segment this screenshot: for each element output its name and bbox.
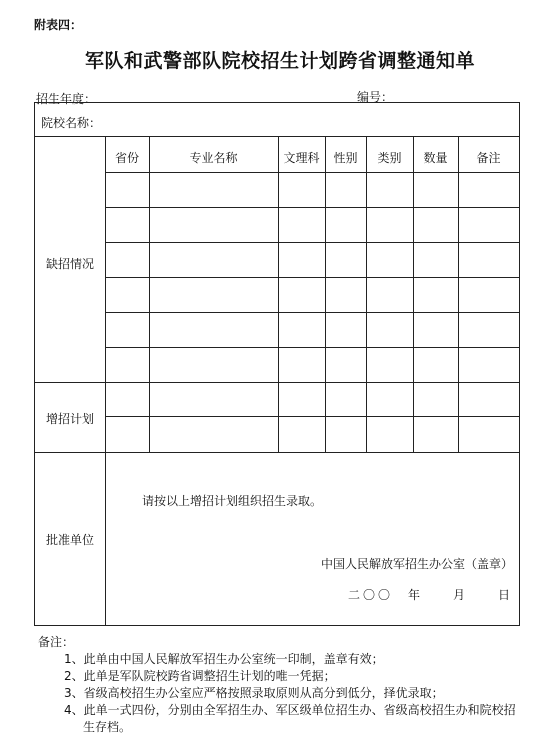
appendix-label: 附表四： [34,18,83,32]
section-divider [35,382,519,383]
column-header-quantity: 数量 [423,151,448,165]
approval-instruction: 请按以上增招计划组织招生录取。 [142,494,323,508]
note-item: 2、此单是军队院校跨省调整招生计划的唯一凭据； [64,669,336,683]
column-divider [149,137,150,453]
column-header-category: 类别 [377,151,402,165]
column-header-remarks: 备注 [476,151,501,165]
increase-plan-label: 增招计划 [45,412,94,426]
shortfall-label: 缺招情况 [45,257,94,271]
column-divider [366,137,367,453]
adjustment-form [34,102,520,626]
approving-office: 中国人民解放军招生办公室（盖章） [321,557,514,571]
school-name-row [35,103,519,137]
serial-number-label: 编号： [357,90,394,104]
note-item: 3、省级高校招生办公室应严格按照录取原则从高分到低分，择优录取； [64,686,444,700]
left-column-divider [105,137,106,625]
notes-section [38,634,538,736]
note-item-continuation: 生存档。 [83,720,132,734]
column-divider [325,137,326,453]
column-divider [458,137,459,453]
header-row-divider [105,172,519,173]
row-divider [105,277,519,278]
row-divider [105,242,519,243]
column-header-major: 专业名称 [189,151,238,165]
note-item: 1、此单由中国人民解放军招生办公室统一印制，盖章有效； [64,652,384,666]
page-title: 军队和武警部队院校招生计划跨省调整通知单 [84,50,475,72]
column-divider [278,137,279,453]
column-header-province: 省份 [114,151,139,165]
column-header-stream: 文理科 [283,151,320,165]
row-divider [105,347,519,348]
enrollment-year-label: 招生年度： [36,92,97,106]
school-name-label: 院校名称： [41,116,102,130]
approval-date: 二〇〇 年 月 日 [348,588,514,602]
row-divider [105,207,519,208]
approval-unit-label: 批准单位 [45,533,94,547]
column-header-gender: 性别 [333,151,358,165]
row-divider [105,416,519,417]
row-divider [105,312,519,313]
notes-label: 备注： [38,635,75,649]
column-divider [413,137,414,453]
note-item: 4、此单一式四份，分别由全军招生办、军区级单位招生办、省级高校招生办和院校招 [64,703,516,717]
section-divider [35,452,519,453]
